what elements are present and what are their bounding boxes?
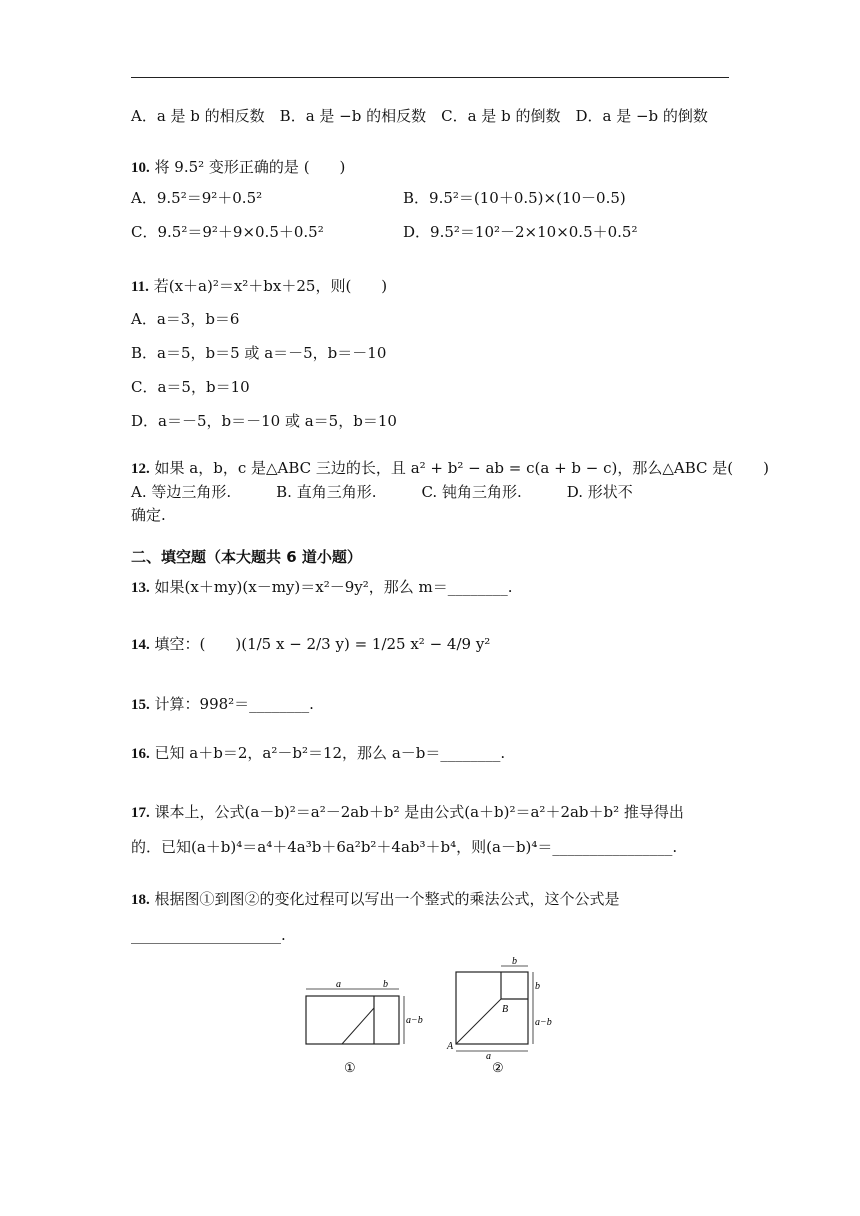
q13-text: 如果(x＋my)(x－my)＝x²－9y²，那么 m＝________. bbox=[154, 578, 513, 596]
q11-option-b: B．a＝5，b＝5 或 a＝－5，b＝－10 bbox=[131, 344, 387, 362]
q14 bbox=[131, 634, 490, 655]
q15-number: 15. bbox=[131, 697, 150, 713]
q12-number: 12. bbox=[131, 461, 150, 477]
figure-2 bbox=[446, 956, 552, 1075]
q17-line2: 的．已知(a＋b)⁴＝a⁴＋4a³b＋6a²b²＋4ab³＋b⁴，则(a－b)⁴＝________________. bbox=[131, 838, 678, 856]
q11-option-d: D．a＝－5，b＝－10 或 a＝5，b＝10 bbox=[131, 412, 397, 430]
q9-options: A．a 是 b 的相反数 B．a 是 −b 的相反数 C．a 是 b 的倒数 D．a 是 −b 的倒数 bbox=[131, 107, 708, 125]
q11-text: 若(x＋a)²＝x²＋bx＋25，则( ) bbox=[153, 277, 388, 295]
q11-option-c: C．a＝5，b＝10 bbox=[131, 378, 250, 396]
fig2-label-side: a−b bbox=[535, 1017, 552, 1028]
q18-text1: 根据图①到图②的变化过程可以写出一个整式的乘法公式，这个公式是 bbox=[154, 890, 620, 908]
q16-number: 16. bbox=[131, 746, 150, 762]
q10-stem bbox=[131, 157, 345, 178]
q11-option-a: A．a＝3，b＝6 bbox=[131, 310, 240, 328]
fig2-label-b-side: b bbox=[535, 981, 540, 992]
q18-line1 bbox=[131, 889, 620, 910]
q12-options-cont: 确定. bbox=[131, 506, 166, 524]
q16-text: 已知 a＋b＝2，a²－b²＝12，那么 a－b＝________. bbox=[154, 744, 506, 762]
q17-number: 17. bbox=[131, 805, 150, 821]
geometry-figure bbox=[296, 952, 576, 1082]
q12-options: A. 等边三角形. B. 直角三角形. C. 钝角三角形. D. 形状不 bbox=[131, 483, 633, 501]
fig2-caption: ② bbox=[492, 1060, 504, 1075]
fig2-label-A: A bbox=[447, 1041, 454, 1052]
q14-text: 填空：( )(1/5 x − 2/3 y) = 1/25 x² − 4/9 y² bbox=[154, 635, 491, 653]
q11-stem bbox=[131, 276, 387, 297]
q12-stem bbox=[131, 458, 769, 479]
q15 bbox=[131, 694, 314, 715]
q12-text: 如果 a，b，c 是△ABC 三边的长，且 a² + b² − ab = c(a + b − c)，那么△ABC 是( ) bbox=[154, 459, 770, 477]
figure-1 bbox=[306, 979, 423, 1075]
q18-number: 18. bbox=[131, 892, 150, 908]
q11-number: 11. bbox=[131, 279, 149, 295]
q10-option-d: D．9.5²＝10²－2×10×0.5＋0.5² bbox=[403, 223, 638, 241]
section-title: 二、填空题（本大题共 6 道小题） bbox=[131, 548, 362, 566]
q10-option-c: C．9.5²＝9²＋9×0.5＋0.5² bbox=[131, 223, 324, 241]
q10-number: 10. bbox=[131, 160, 150, 176]
fig2-label-b-top: b bbox=[512, 956, 517, 967]
fig1-label-b: b bbox=[383, 979, 388, 990]
fig2-label-B: B bbox=[502, 1004, 509, 1015]
q10-option-a: A．9.5²＝9²＋0.5² bbox=[131, 189, 263, 207]
q17-line1 bbox=[131, 802, 684, 823]
fig1-label-a: a bbox=[336, 979, 341, 990]
q10-text: 将 9.5² 变形正确的是 ( ) bbox=[154, 158, 346, 176]
q13-number: 13. bbox=[131, 580, 150, 596]
q13 bbox=[131, 577, 513, 598]
fig1-label-side: a−b bbox=[406, 1015, 423, 1026]
q15-text: 计算：998²＝________. bbox=[154, 695, 314, 713]
q14-number: 14. bbox=[131, 637, 150, 653]
q10-option-b: B．9.5²＝(10＋0.5)×(10－0.5) bbox=[403, 189, 626, 207]
q18-line2: ____________________. bbox=[131, 926, 286, 944]
q16 bbox=[131, 743, 505, 764]
fig2-label-a: a bbox=[486, 1051, 491, 1062]
q17-text1: 课本上，公式(a－b)²＝a²－2ab＋b² 是由公式(a＋b)²＝a²＋2ab＋b² 推导得出 bbox=[154, 803, 684, 821]
header-rule bbox=[131, 77, 729, 78]
fig1-caption: ① bbox=[344, 1060, 356, 1075]
